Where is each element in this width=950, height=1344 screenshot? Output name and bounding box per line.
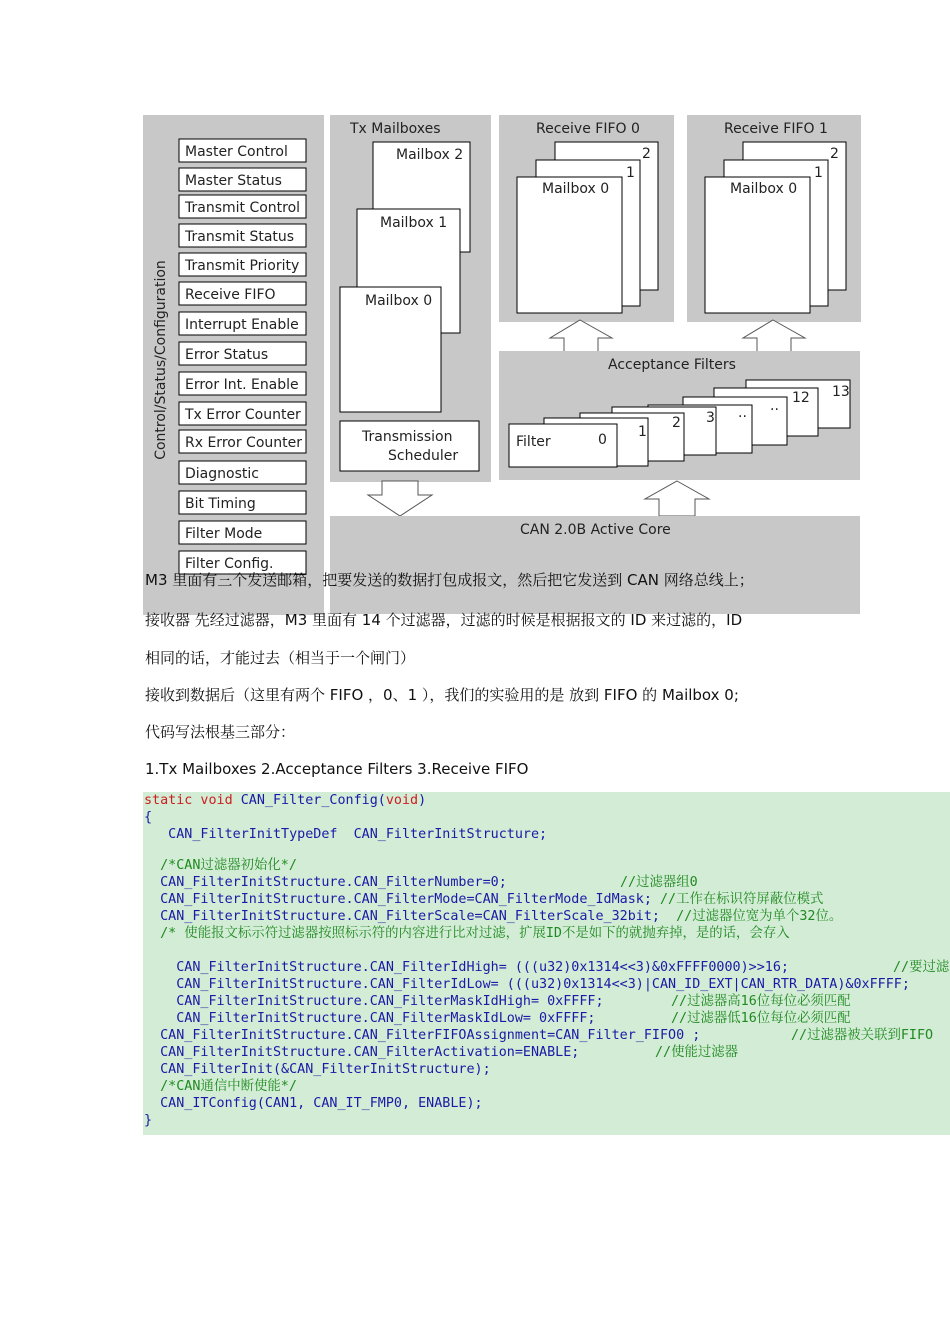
- scheduler-label-1: Transmission: [362, 429, 453, 445]
- register-label: Filter Mode: [185, 526, 263, 542]
- tx-mailbox-2-label: Mailbox 2: [396, 147, 464, 163]
- code-line-6: [144, 891, 823, 908]
- code-comment: //过滤器位宽为单个32位。: [659, 909, 843, 924]
- register-label: Rx Error Counter: [185, 435, 302, 451]
- code-line-12: CAN_FilterInitStructure.CAN_FilterMaskIdLow= 0xFFFF;: [144, 1011, 596, 1026]
- register-label: Transmit Priority: [185, 258, 300, 274]
- filter-number: ..: [770, 398, 779, 414]
- code-comment-13: //过滤器被关联到FIFO: [791, 1028, 934, 1043]
- register-label: Master Status: [185, 173, 282, 189]
- fifo1-up-arrow: [743, 320, 805, 352]
- paragraph-6: 1.Tx Mailboxes 2.Acceptance Filters 3.Receive FIFO: [145, 760, 529, 778]
- filter-number: 12: [792, 390, 810, 406]
- fifo1-num-1: 1: [814, 165, 823, 181]
- code-line-3: CAN_FilterInitTypeDef CAN_FilterInitStructure;: [144, 827, 548, 842]
- register-label: Error Status: [185, 347, 269, 363]
- code-line-15: CAN_FilterInit(&CAN_FilterInitStructure);: [144, 1062, 491, 1077]
- paragraph-2: 接收器 先经过滤器，M3 里面有 14 个过滤器，过滤的时候是根据报文的 ID 来过滤的，ID: [145, 611, 743, 629]
- code-text: ): [418, 793, 427, 808]
- register-list: [179, 139, 306, 574]
- code-keyword: void: [385, 793, 419, 808]
- scheduler-label-2: Scheduler: [388, 448, 459, 464]
- core-up-arrow: [645, 481, 709, 516]
- code-line-2: {: [144, 810, 153, 825]
- tx-mailbox-0-label: Mailbox 0: [365, 293, 433, 309]
- code-line-18: }: [144, 1113, 153, 1128]
- receive-fifo1-title: Receive FIFO 1: [724, 121, 828, 137]
- code-line-10: CAN_FilterInitStructure.CAN_FilterIdLow= (((u32)0x1314<<3)|CAN_ID_EXT|CAN_RTR_DATA)&0xFFFF;: [144, 977, 910, 992]
- fifo0-mailbox-0-label: Mailbox 0: [542, 181, 610, 197]
- paragraph-4: 接收到数据后（这里有两个 FIFO ，0、1 ），我们的实验用的是 放到 FIFO 的 Mailbox 0;: [145, 686, 739, 704]
- register-label: Tx Error Counter: [185, 407, 301, 423]
- code-comment-5: //过滤器组0: [620, 875, 698, 890]
- fifo0-num-2: 2: [642, 146, 651, 162]
- code-line-17: CAN_ITConfig(CAN1, CAN_IT_FMP0, ENABLE);: [144, 1096, 483, 1111]
- code-line-16: /*CAN通信中断使能*/: [144, 1079, 297, 1094]
- tx-mailboxes-title: Tx Mailboxes: [350, 121, 441, 137]
- can-architecture-diagram: [0, 0, 950, 620]
- register-label: Transmit Control: [185, 200, 301, 216]
- fifo1-mailbox-0-label: Mailbox 0: [730, 181, 798, 197]
- fifo0-mailbox-0: [517, 177, 622, 313]
- register-label: Transmit Status: [185, 229, 295, 245]
- register-label: Filter Config.: [185, 556, 274, 572]
- register-label: Diagnostic: [185, 466, 259, 482]
- code-comment: //工作在标识符屏蔽位模式: [651, 892, 824, 907]
- acceptance-filters-title: Acceptance Filters: [608, 357, 736, 373]
- paragraph-5: 代码写法根基三部分：: [145, 723, 296, 741]
- can-core-label: CAN 2.0B Active Core: [520, 522, 671, 538]
- fifo1-mailbox-0: [705, 177, 810, 313]
- filter-number: 3: [706, 410, 715, 426]
- code-line-11: CAN_FilterInitStructure.CAN_FilterMaskIdHigh= 0xFFFF;: [144, 994, 604, 1009]
- control-panel-label: Control/Status/Configuration: [153, 260, 169, 460]
- code-line-4: /*CAN过滤器初始化*/: [144, 858, 297, 873]
- filter-number: 2: [672, 415, 681, 431]
- code-keyword: static void: [144, 793, 241, 808]
- register-label: Bit Timing: [185, 496, 256, 512]
- filter-label: Filter: [516, 434, 551, 450]
- code-comment-12: //过滤器低16位每位必须匹配: [671, 1011, 851, 1026]
- code-line-13: CAN_FilterInitStructure.CAN_FilterFIFOAssignment=CAN_Filter_FIFO0 ;: [144, 1028, 701, 1043]
- paragraph-1: M3 里面有三个发送邮箱，把要发送的数据打包成报文，然后把它发送到 CAN 网络总线上；: [145, 571, 754, 589]
- register-label: Receive FIFO: [185, 287, 276, 303]
- filter-number: 0: [598, 432, 607, 448]
- fifo0-num-1: 1: [626, 165, 635, 181]
- code-comment-11: //过滤器高16位每位必须匹配: [671, 994, 851, 1009]
- register-label: Error Int. Enable: [185, 377, 299, 393]
- code-comment-14: //使能过滤器: [655, 1045, 739, 1060]
- tx-down-arrow: [368, 481, 432, 516]
- register-label: Master Control: [185, 144, 288, 160]
- fifo0-up-arrow: [550, 320, 612, 352]
- code-line-9: CAN_FilterInitStructure.CAN_FilterIdHigh= (((u32)0x1314<<3)&0xFFFF0000)>>16;: [144, 960, 789, 975]
- code-line-8: /* 使能报文标示符过滤器按照标示符的内容进行比对过滤，扩展ID不是如下的就抛弃掉，是的话，会存入: [144, 926, 790, 941]
- filter-number: 1: [638, 424, 647, 440]
- tx-mailbox-1-label: Mailbox 1: [380, 215, 448, 231]
- code-line-7: [144, 908, 842, 925]
- code-line-1: [144, 792, 426, 809]
- filter-number: 13: [832, 384, 850, 400]
- code-text: CAN_FilterInitStructure.CAN_FilterScale=CAN_FilterScale_32bit;: [144, 909, 660, 924]
- register-label: Interrupt Enable: [185, 317, 299, 333]
- receive-fifo0-title: Receive FIFO 0: [536, 121, 640, 137]
- code-line-14: CAN_FilterInitStructure.CAN_FilterActivation=ENABLE;: [144, 1045, 580, 1060]
- code-text: CAN_FilterInitStructure.CAN_FilterMode=CAN_FilterMode_IdMask;: [144, 892, 652, 907]
- paragraph-3: 相同的话，才能过去（相当于一个闸门）: [145, 649, 416, 667]
- filter-number: ..: [738, 405, 747, 421]
- code-block: [143, 792, 950, 1135]
- code-function-name: CAN_Filter_Config(: [240, 793, 386, 808]
- code-comment-9: //要过滤: [893, 960, 950, 975]
- code-line-5: CAN_FilterInitStructure.CAN_FilterNumber=0;: [144, 875, 507, 890]
- fifo1-num-2: 2: [830, 146, 839, 162]
